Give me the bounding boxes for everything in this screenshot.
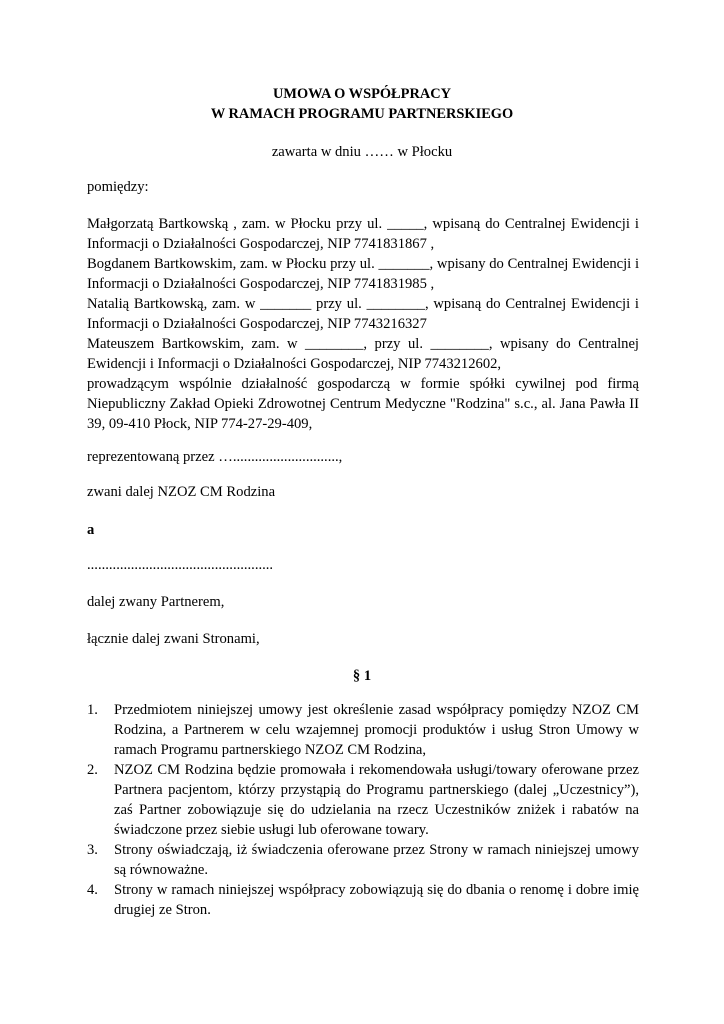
clause-text: Przedmiotem niniejszej umowy jest określenie zasad współpracy pomiędzy NZOZ CM Rodzina, a Partnerem w celu wzajemnej promocji produktów i usług Stron Umowy w ramach Programu partnerskiego NZOZ CM Rodzina, [114,702,639,758]
clause-number: 2. [87,762,98,778]
clause-item [87,700,639,760]
title-line-1: UMOWA O WSPÓŁPRACY [272,86,452,102]
clause-text: Strony w ramach niniejszej współpracy zobowiązują się do dbania o renomę i dobre imię drugiej ze Stron. [114,882,639,918]
party-line: Niepubliczny Zakład Opieki Zdrowotnej Centrum Medyczne "Rodzina" s.c., al. Jana Pawła II [87,396,639,412]
clause-text: NZOZ CM Rodzina będzie promowała i rekomendowała usługi/towary oferowane przez Partnera pacjentom, którzy przystąpią do Programu partnerskiego (dalej „Uczestnicy”), zaś Partner zobowiązuje się do udzielania na rzecz Uczestników zniżek i rabatów na świadczone przez siebie usługi lub oferowane towary. [114,762,639,838]
clause-text: Strony oświadczają, iż świadczenia oferowane przez Strony w ramach niniejszej umowy są równoważne. [114,842,639,878]
partner-placeholder: ................................................... [87,557,274,573]
clause-item [87,880,639,920]
party-line: Ewidencji i Informacji o Działalności Gospodarczej, NIP 7743212602, [87,356,502,372]
clause-list [87,700,639,920]
between-label: pomiędzy: [87,179,149,195]
clause-item [87,840,639,880]
party-line: Informacji o Działalności Gospodarczej, NIP 7741831985 , [87,276,435,292]
party-line: Bogdanem Bartkowskim, zam. w Płocku przy ul. _______, wpisany do Centralnej Ewidencji i [87,256,639,272]
concluded-line: zawarta w dniu …… w Płocku [271,144,453,160]
party-line: prowadzącym wspólnie działalność gospodarczą w formie spółki cywilnej pod firmą [87,376,639,392]
parties-paragraph [87,214,639,434]
clause-item [87,760,639,840]
represented-by: reprezentowaną przez …............................., [87,449,343,465]
together-label: łącznie dalej zwani Stronami, [87,631,260,647]
clause-number: 4. [87,882,98,898]
party-line: Informacji o Działalności Gospodarczej, NIP 7741831867 , [87,236,435,252]
called-partner: dalej zwany Partnerem, [87,594,225,610]
clause-number: 3. [87,842,98,858]
party-line: Małgorzatą Bartkowską , zam. w Płocku przy ul. _____, wpisaną do Centralnej Ewidencji i [87,216,639,232]
party-line: Natalią Bartkowską, zam. w _______ przy ul. ________, wpisaną do Centralnej Ewidencji i [87,296,639,312]
party-line: 39, 09-410 Płock, NIP 774-27-29-409, [87,416,313,432]
party-line: Mateuszem Bartkowskim, zam. w ________, przy ul. ________, wpisany do Centralnej [87,336,639,352]
clause-number: 1. [87,702,98,718]
party-line: Informacji o Działalności Gospodarczej, NIP 7743216327 [87,316,427,332]
and-label: a [87,522,95,538]
section-heading: § 1 [352,668,372,684]
called-nzoz: zwani dalej NZOZ CM Rodzina [87,484,276,500]
title-line-2: W RAMACH PROGRAMU PARTNERSKIEGO [210,106,514,122]
